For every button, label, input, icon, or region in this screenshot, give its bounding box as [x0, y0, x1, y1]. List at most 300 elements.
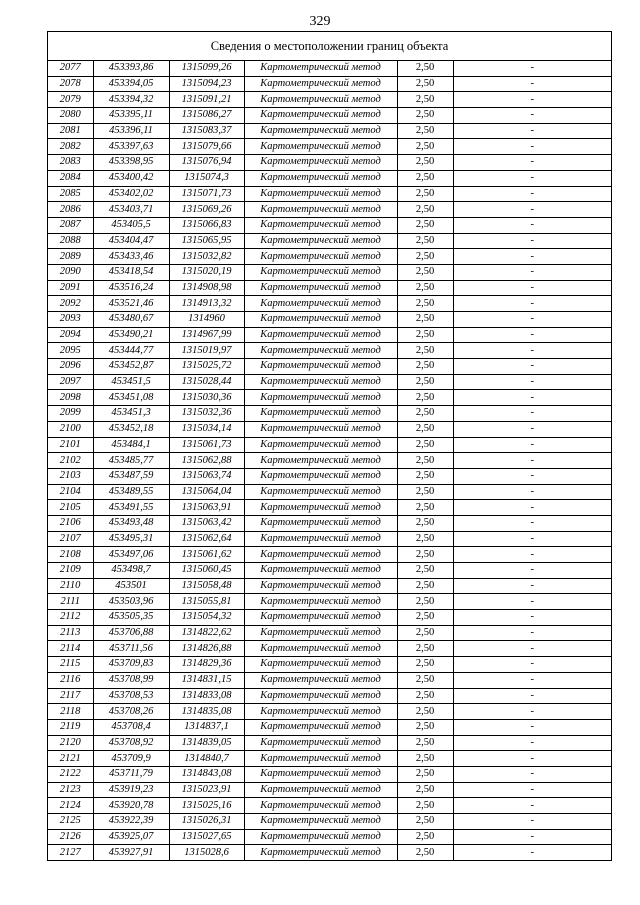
x-coordinate-cell: 453489,55 — [93, 484, 169, 500]
method-cell: Картометрический метод — [244, 406, 397, 422]
note-cell: - — [453, 390, 611, 406]
x-coordinate-cell: 453920,78 — [93, 798, 169, 814]
method-cell: Картометрический метод — [244, 594, 397, 610]
method-cell: Картометрический метод — [244, 845, 397, 860]
table-row — [48, 484, 611, 500]
y-coordinate-cell: 1315099,26 — [169, 61, 244, 76]
table-row — [48, 704, 611, 720]
method-cell: Картометрический метод — [244, 453, 397, 469]
table-row — [48, 76, 611, 92]
note-cell: - — [453, 312, 611, 328]
x-coordinate-cell: 453404,47 — [93, 233, 169, 249]
x-coordinate-cell: 453394,05 — [93, 76, 169, 92]
point-number-cell: 2122 — [48, 766, 93, 782]
note-cell: - — [453, 766, 611, 782]
point-number-cell: 2115 — [48, 657, 93, 673]
accuracy-cell: 2,50 — [397, 202, 453, 218]
point-number-cell: 2108 — [48, 547, 93, 563]
x-coordinate-cell: 453505,35 — [93, 610, 169, 626]
table-row — [48, 406, 611, 422]
table-row — [48, 766, 611, 782]
y-coordinate-cell: 1315060,45 — [169, 563, 244, 579]
note-cell: - — [453, 751, 611, 767]
point-number-cell: 2083 — [48, 155, 93, 171]
accuracy-cell: 2,50 — [397, 829, 453, 845]
note-cell: - — [453, 123, 611, 139]
coordinates-table — [48, 61, 611, 860]
table-row — [48, 515, 611, 531]
note-cell: - — [453, 437, 611, 453]
note-cell: - — [453, 264, 611, 280]
point-number-cell: 2103 — [48, 468, 93, 484]
y-coordinate-cell: 1315074,3 — [169, 170, 244, 186]
note-cell: - — [453, 421, 611, 437]
note-cell: - — [453, 563, 611, 579]
accuracy-cell: 2,50 — [397, 468, 453, 484]
accuracy-cell: 2,50 — [397, 657, 453, 673]
method-cell: Картометрический метод — [244, 437, 397, 453]
method-cell: Картометрический метод — [244, 280, 397, 296]
accuracy-cell: 2,50 — [397, 374, 453, 390]
y-coordinate-cell: 1314837,1 — [169, 719, 244, 735]
accuracy-cell: 2,50 — [397, 719, 453, 735]
x-coordinate-cell: 453490,21 — [93, 327, 169, 343]
x-coordinate-cell: 453487,59 — [93, 468, 169, 484]
method-cell: Картометрический метод — [244, 374, 397, 390]
point-number-cell: 2082 — [48, 139, 93, 155]
table-row — [48, 829, 611, 845]
x-coordinate-cell: 453927,91 — [93, 845, 169, 860]
note-cell: - — [453, 280, 611, 296]
x-coordinate-cell: 453708,53 — [93, 688, 169, 704]
y-coordinate-cell: 1314967,99 — [169, 327, 244, 343]
accuracy-cell: 2,50 — [397, 641, 453, 657]
y-coordinate-cell: 1315023,91 — [169, 782, 244, 798]
table-row — [48, 359, 611, 375]
accuracy-cell: 2,50 — [397, 782, 453, 798]
x-coordinate-cell: 453711,79 — [93, 766, 169, 782]
accuracy-cell: 2,50 — [397, 155, 453, 171]
point-number-cell: 2109 — [48, 563, 93, 579]
table-row — [48, 421, 611, 437]
y-coordinate-cell: 1315063,91 — [169, 500, 244, 516]
accuracy-cell: 2,50 — [397, 108, 453, 124]
point-number-cell: 2093 — [48, 312, 93, 328]
note-cell: - — [453, 672, 611, 688]
method-cell: Картометрический метод — [244, 578, 397, 594]
method-cell: Картометрический метод — [244, 421, 397, 437]
point-number-cell: 2107 — [48, 531, 93, 547]
method-cell: Картометрический метод — [244, 563, 397, 579]
accuracy-cell: 2,50 — [397, 704, 453, 720]
y-coordinate-cell: 1315020,19 — [169, 264, 244, 280]
table-row — [48, 123, 611, 139]
accuracy-cell: 2,50 — [397, 249, 453, 265]
note-cell: - — [453, 468, 611, 484]
y-coordinate-cell: 1315069,26 — [169, 202, 244, 218]
x-coordinate-cell: 453708,99 — [93, 672, 169, 688]
y-coordinate-cell: 1315071,73 — [169, 186, 244, 202]
y-coordinate-cell: 1314839,05 — [169, 735, 244, 751]
method-cell: Картометрический метод — [244, 123, 397, 139]
y-coordinate-cell: 1314833,08 — [169, 688, 244, 704]
x-coordinate-cell: 453503,96 — [93, 594, 169, 610]
y-coordinate-cell: 1315062,88 — [169, 453, 244, 469]
method-cell: Картометрический метод — [244, 92, 397, 108]
note-cell: - — [453, 610, 611, 626]
y-coordinate-cell: 1315032,36 — [169, 406, 244, 422]
table-row — [48, 92, 611, 108]
x-coordinate-cell: 453706,88 — [93, 625, 169, 641]
table-row — [48, 641, 611, 657]
point-number-cell: 2096 — [48, 359, 93, 375]
method-cell: Картометрический метод — [244, 610, 397, 626]
y-coordinate-cell: 1314829,36 — [169, 657, 244, 673]
point-number-cell: 2106 — [48, 515, 93, 531]
y-coordinate-cell: 1315063,74 — [169, 468, 244, 484]
note-cell: - — [453, 108, 611, 124]
y-coordinate-cell: 1315061,62 — [169, 547, 244, 563]
note-cell: - — [453, 704, 611, 720]
point-number-cell: 2094 — [48, 327, 93, 343]
note-cell: - — [453, 829, 611, 845]
point-number-cell: 2080 — [48, 108, 93, 124]
accuracy-cell: 2,50 — [397, 688, 453, 704]
table-row — [48, 798, 611, 814]
x-coordinate-cell: 453484,1 — [93, 437, 169, 453]
y-coordinate-cell: 1315030,36 — [169, 390, 244, 406]
method-cell: Картометрический метод — [244, 327, 397, 343]
y-coordinate-cell: 1315094,23 — [169, 76, 244, 92]
note-cell: - — [453, 327, 611, 343]
table-row — [48, 782, 611, 798]
method-cell: Картометрический метод — [244, 233, 397, 249]
accuracy-cell: 2,50 — [397, 123, 453, 139]
point-number-cell: 2112 — [48, 610, 93, 626]
table-row — [48, 61, 611, 76]
method-cell: Картометрический метод — [244, 249, 397, 265]
accuracy-cell: 2,50 — [397, 547, 453, 563]
x-coordinate-cell: 453394,32 — [93, 92, 169, 108]
table-row — [48, 500, 611, 516]
x-coordinate-cell: 453521,46 — [93, 296, 169, 312]
x-coordinate-cell: 453485,77 — [93, 453, 169, 469]
y-coordinate-cell: 1315034,14 — [169, 421, 244, 437]
table-row — [48, 578, 611, 594]
accuracy-cell: 2,50 — [397, 170, 453, 186]
note-cell: - — [453, 170, 611, 186]
accuracy-cell: 2,50 — [397, 563, 453, 579]
accuracy-cell: 2,50 — [397, 92, 453, 108]
point-number-cell: 2084 — [48, 170, 93, 186]
x-coordinate-cell: 453393,86 — [93, 61, 169, 76]
method-cell: Картометрический метод — [244, 672, 397, 688]
x-coordinate-cell: 453708,26 — [93, 704, 169, 720]
table-row — [48, 202, 611, 218]
y-coordinate-cell: 1315026,31 — [169, 814, 244, 830]
x-coordinate-cell: 453452,18 — [93, 421, 169, 437]
x-coordinate-cell: 453398,95 — [93, 155, 169, 171]
method-cell: Картометрический метод — [244, 296, 397, 312]
point-number-cell: 2099 — [48, 406, 93, 422]
point-number-cell: 2114 — [48, 641, 93, 657]
table-row — [48, 312, 611, 328]
note-cell: - — [453, 578, 611, 594]
method-cell: Картометрический метод — [244, 217, 397, 233]
point-number-cell: 2087 — [48, 217, 93, 233]
note-cell: - — [453, 217, 611, 233]
note-cell: - — [453, 641, 611, 657]
x-coordinate-cell: 453402,02 — [93, 186, 169, 202]
y-coordinate-cell: 1315079,66 — [169, 139, 244, 155]
table-row — [48, 751, 611, 767]
note-cell: - — [453, 186, 611, 202]
accuracy-cell: 2,50 — [397, 61, 453, 76]
table-body — [48, 61, 611, 860]
note-cell: - — [453, 625, 611, 641]
y-coordinate-cell: 1315055,81 — [169, 594, 244, 610]
accuracy-cell: 2,50 — [397, 484, 453, 500]
method-cell: Картометрический метод — [244, 390, 397, 406]
x-coordinate-cell: 453400,42 — [93, 170, 169, 186]
y-coordinate-cell: 1315066,83 — [169, 217, 244, 233]
point-number-cell: 2111 — [48, 594, 93, 610]
accuracy-cell: 2,50 — [397, 500, 453, 516]
note-cell: - — [453, 139, 611, 155]
table-row — [48, 657, 611, 673]
method-cell: Картометрический метод — [244, 312, 397, 328]
note-cell: - — [453, 155, 611, 171]
point-number-cell: 2081 — [48, 123, 93, 139]
x-coordinate-cell: 453495,31 — [93, 531, 169, 547]
method-cell: Картометрический метод — [244, 170, 397, 186]
point-number-cell: 2088 — [48, 233, 93, 249]
note-cell: - — [453, 202, 611, 218]
method-cell: Картометрический метод — [244, 688, 397, 704]
x-coordinate-cell: 453451,3 — [93, 406, 169, 422]
method-cell: Картометрический метод — [244, 76, 397, 92]
table-row — [48, 610, 611, 626]
accuracy-cell: 2,50 — [397, 76, 453, 92]
x-coordinate-cell: 453919,23 — [93, 782, 169, 798]
point-number-cell: 2089 — [48, 249, 93, 265]
accuracy-cell: 2,50 — [397, 296, 453, 312]
accuracy-cell: 2,50 — [397, 672, 453, 688]
table-row — [48, 390, 611, 406]
y-coordinate-cell: 1315061,73 — [169, 437, 244, 453]
y-coordinate-cell: 1314826,88 — [169, 641, 244, 657]
method-cell: Картометрический метод — [244, 155, 397, 171]
point-number-cell: 2127 — [48, 845, 93, 860]
table-row — [48, 155, 611, 171]
note-cell: - — [530, 846, 534, 858]
boundary-table-sheet — [47, 31, 612, 861]
note-cell: - — [453, 233, 611, 249]
table-row — [48, 186, 611, 202]
table-row — [48, 108, 611, 124]
table-row — [48, 625, 611, 641]
y-coordinate-cell: 1314913,32 — [169, 296, 244, 312]
method-cell: Картометрический метод — [244, 704, 397, 720]
x-coordinate-cell: 453480,67 — [93, 312, 169, 328]
method-cell: Картометрический метод — [244, 264, 397, 280]
accuracy-cell: 2,50 — [397, 751, 453, 767]
method-cell: Картометрический метод — [244, 798, 397, 814]
table-row — [48, 563, 611, 579]
accuracy-cell: 2,50 — [397, 264, 453, 280]
table-row — [48, 594, 611, 610]
table-row — [48, 280, 611, 296]
method-cell: Картометрический метод — [244, 359, 397, 375]
note-cell: - — [453, 359, 611, 375]
point-number-cell: 2123 — [48, 782, 93, 798]
table-row — [48, 468, 611, 484]
x-coordinate-cell: 453451,08 — [93, 390, 169, 406]
y-coordinate-cell: 1314831,15 — [169, 672, 244, 688]
method-cell: Картометрический метод — [244, 719, 397, 735]
x-coordinate-cell: 453451,5 — [93, 374, 169, 390]
point-number-cell: 2116 — [48, 672, 93, 688]
point-number-cell: 2126 — [48, 829, 93, 845]
x-coordinate-cell: 453497,06 — [93, 547, 169, 563]
x-coordinate-cell: 453501 — [93, 578, 169, 594]
table-row — [48, 531, 611, 547]
note-cell: - — [453, 500, 611, 516]
point-number-cell: 2090 — [48, 264, 93, 280]
accuracy-cell: 2,50 — [397, 515, 453, 531]
y-coordinate-cell: 1314960 — [169, 312, 244, 328]
table-title: Сведения о местоположении границ объекта — [48, 32, 611, 61]
x-coordinate-cell: 453498,7 — [93, 563, 169, 579]
method-cell: Картометрический метод — [244, 641, 397, 657]
accuracy-cell: 2,50 — [397, 421, 453, 437]
x-coordinate-cell: 453708,4 — [93, 719, 169, 735]
x-coordinate-cell: 453444,77 — [93, 343, 169, 359]
point-number-cell: 2105 — [48, 500, 93, 516]
table-row — [48, 327, 611, 343]
accuracy-cell: 2,50 — [397, 814, 453, 830]
table-row — [48, 374, 611, 390]
method-cell: Картометрический метод — [244, 814, 397, 830]
accuracy-cell: 2,50 — [397, 594, 453, 610]
point-number-cell: 2100 — [48, 421, 93, 437]
accuracy-cell: 2,50 — [397, 766, 453, 782]
method-cell: Картометрический метод — [244, 766, 397, 782]
method-cell: Картометрический метод — [244, 735, 397, 751]
accuracy-cell: 2,50 — [397, 437, 453, 453]
accuracy-cell: 2,50 — [397, 139, 453, 155]
point-number-cell: 2079 — [48, 92, 93, 108]
accuracy-cell: 2,50 — [397, 186, 453, 202]
point-number-cell: 2078 — [48, 76, 93, 92]
table-row — [48, 296, 611, 312]
accuracy-cell: 2,50 — [397, 312, 453, 328]
note-cell: - — [453, 531, 611, 547]
y-coordinate-cell: 1315025,16 — [169, 798, 244, 814]
point-number-cell: 2125 — [48, 814, 93, 830]
y-coordinate-cell: 1315025,72 — [169, 359, 244, 375]
x-coordinate-cell: 453491,55 — [93, 500, 169, 516]
method-cell: Картометрический метод — [244, 108, 397, 124]
y-coordinate-cell: 1315058,48 — [169, 578, 244, 594]
note-cell: - — [453, 76, 611, 92]
accuracy-cell: 2,50 — [397, 217, 453, 233]
accuracy-cell: 2,50 — [397, 531, 453, 547]
y-coordinate-cell: 1315062,64 — [169, 531, 244, 547]
method-cell: Картометрический метод — [244, 782, 397, 798]
y-coordinate-cell: 1315064,04 — [169, 484, 244, 500]
x-coordinate-cell: 453516,24 — [93, 280, 169, 296]
accuracy-cell: 2,50 — [397, 406, 453, 422]
method-cell: Картометрический метод — [244, 531, 397, 547]
point-number-cell: 2077 — [48, 61, 93, 76]
note-cell: - — [453, 798, 611, 814]
table-row — [48, 343, 611, 359]
point-number-cell: 2085 — [48, 186, 93, 202]
x-coordinate-cell: 453397,63 — [93, 139, 169, 155]
method-cell: Картометрический метод — [244, 751, 397, 767]
y-coordinate-cell: 1314908,98 — [169, 280, 244, 296]
x-coordinate-cell: 453452,87 — [93, 359, 169, 375]
table-row — [48, 217, 611, 233]
table-row — [48, 437, 611, 453]
accuracy-cell: 2,50 — [397, 359, 453, 375]
point-number-cell: 2101 — [48, 437, 93, 453]
table-row — [48, 688, 611, 704]
accuracy-cell: 2,50 — [397, 798, 453, 814]
x-coordinate-cell: 453403,71 — [93, 202, 169, 218]
point-number-cell: 2104 — [48, 484, 93, 500]
table-row — [48, 814, 611, 830]
point-number-cell: 2086 — [48, 202, 93, 218]
table-row — [48, 233, 611, 249]
point-number-cell: 2091 — [48, 280, 93, 296]
method-cell: Картометрический метод — [244, 186, 397, 202]
table-row — [48, 170, 611, 186]
y-coordinate-cell: 1315028,44 — [169, 374, 244, 390]
x-coordinate-cell: 453709,83 — [93, 657, 169, 673]
x-coordinate-cell: 453405,5 — [93, 217, 169, 233]
x-coordinate-cell: 453709,9 — [93, 751, 169, 767]
table-row — [48, 264, 611, 280]
point-number-cell: 2092 — [48, 296, 93, 312]
page-number: 329 — [309, 14, 331, 29]
x-coordinate-cell: 453418,54 — [93, 264, 169, 280]
point-number-cell: 2113 — [48, 625, 93, 641]
method-cell: Картометрический метод — [244, 547, 397, 563]
method-cell: Картометрический метод — [244, 202, 397, 218]
x-coordinate-cell: 453711,56 — [93, 641, 169, 657]
note-cell: - — [453, 374, 611, 390]
table-row — [48, 249, 611, 265]
accuracy-cell: 2,50 — [397, 610, 453, 626]
accuracy-cell: 2,50 — [397, 625, 453, 641]
method-cell: Картометрический метод — [244, 343, 397, 359]
accuracy-cell: 2,50 — [397, 453, 453, 469]
note-cell: - — [453, 296, 611, 312]
note-cell: - — [453, 814, 611, 830]
method-cell: Картометрический метод — [244, 61, 397, 76]
y-coordinate-cell: 1315054,32 — [169, 610, 244, 626]
accuracy-cell: 2,50 — [397, 233, 453, 249]
accuracy-cell: 2,50 — [397, 390, 453, 406]
note-cell: - — [453, 782, 611, 798]
y-coordinate-cell: 1314835,08 — [169, 704, 244, 720]
y-coordinate-cell: 1315083,37 — [169, 123, 244, 139]
y-coordinate-cell: 1314843,08 — [169, 766, 244, 782]
table-row — [48, 139, 611, 155]
method-cell: Картометрический метод — [244, 139, 397, 155]
